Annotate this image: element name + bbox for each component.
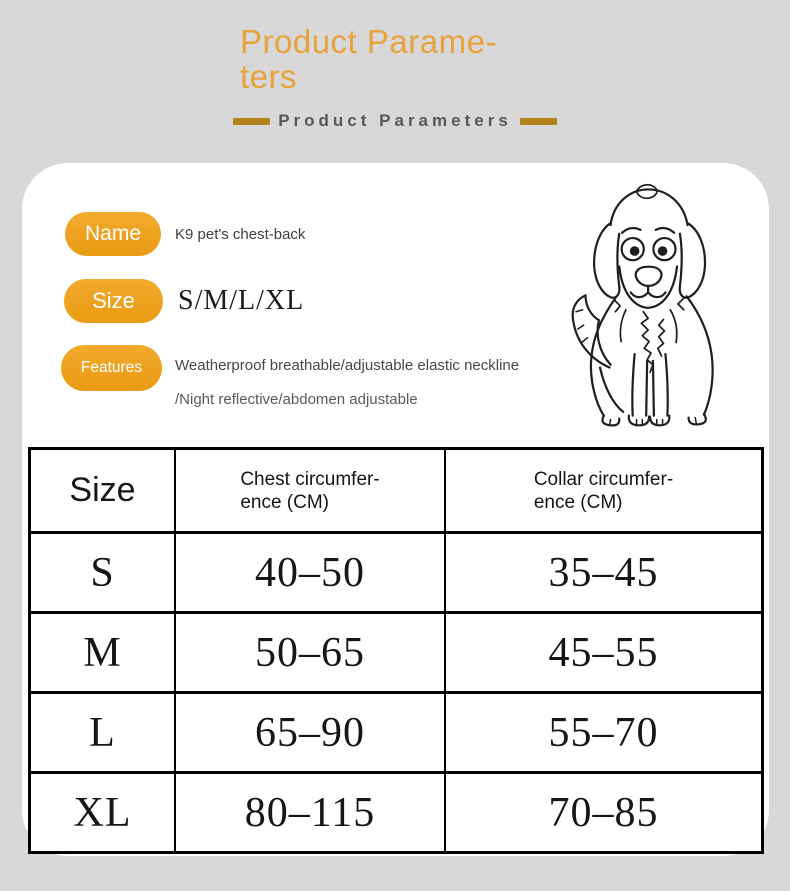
cell-collar: 45–55: [445, 613, 763, 693]
size-label-pill: [64, 279, 163, 323]
heading-dash-left: [233, 118, 270, 125]
features-label: Features: [80, 359, 143, 376]
table-row: [30, 533, 763, 613]
page-title: [240, 24, 497, 94]
cell-collar: 70–85: [445, 773, 763, 853]
page-title-line2: ters: [240, 58, 298, 95]
cell-size: L: [30, 693, 176, 773]
cell-collar: 55–70: [445, 693, 763, 773]
page-title-line1: Product Parame-: [240, 23, 497, 60]
header-cell-collar: [445, 449, 763, 533]
heading-dash-right: [520, 118, 557, 125]
name-label-pill: [65, 212, 161, 256]
cell-chest: 50–65: [175, 613, 445, 693]
features-value-line2: /Night reflective/abdomen adjustable: [175, 391, 418, 408]
table-header-row: [30, 449, 763, 533]
section-heading: [0, 108, 790, 134]
header-collar-line2: ence (CM): [533, 491, 623, 513]
cell-chest: 40–50: [175, 533, 445, 613]
size-chart-table: [28, 447, 764, 854]
name-label: Name: [84, 222, 142, 245]
header-cell-size: Size: [30, 449, 176, 533]
cell-size: S: [30, 533, 176, 613]
cell-size: M: [30, 613, 176, 693]
table-row: [30, 613, 763, 693]
size-value: S/M/L/XL: [178, 285, 305, 316]
cell-collar: 35–45: [445, 533, 763, 613]
section-heading-text: Product Parameters: [278, 111, 512, 130]
table-row: [30, 693, 763, 773]
header-collar-line1: Collar circumfer-: [533, 468, 674, 490]
cell-chest: 65–90: [175, 693, 445, 773]
size-label: Size: [92, 288, 135, 313]
features-value: [175, 349, 519, 417]
puppy-line-drawing-illustration: [553, 175, 749, 433]
name-value: K9 pet's chest-back: [175, 225, 306, 243]
features-label-pill: [61, 345, 162, 391]
header-cell-chest: [175, 449, 445, 533]
features-value-line1: Weatherproof breathable/adjustable elastic neckline: [175, 357, 520, 374]
header-chest-line1: Chest circumfer-: [240, 468, 380, 490]
cell-size: XL: [30, 773, 176, 853]
header-collar-text: [534, 468, 673, 514]
cell-chest: 80–115: [175, 773, 445, 853]
header-chest-line2: ence (CM): [240, 491, 329, 513]
table-row: [30, 773, 763, 853]
header-chest-text: [240, 468, 379, 514]
